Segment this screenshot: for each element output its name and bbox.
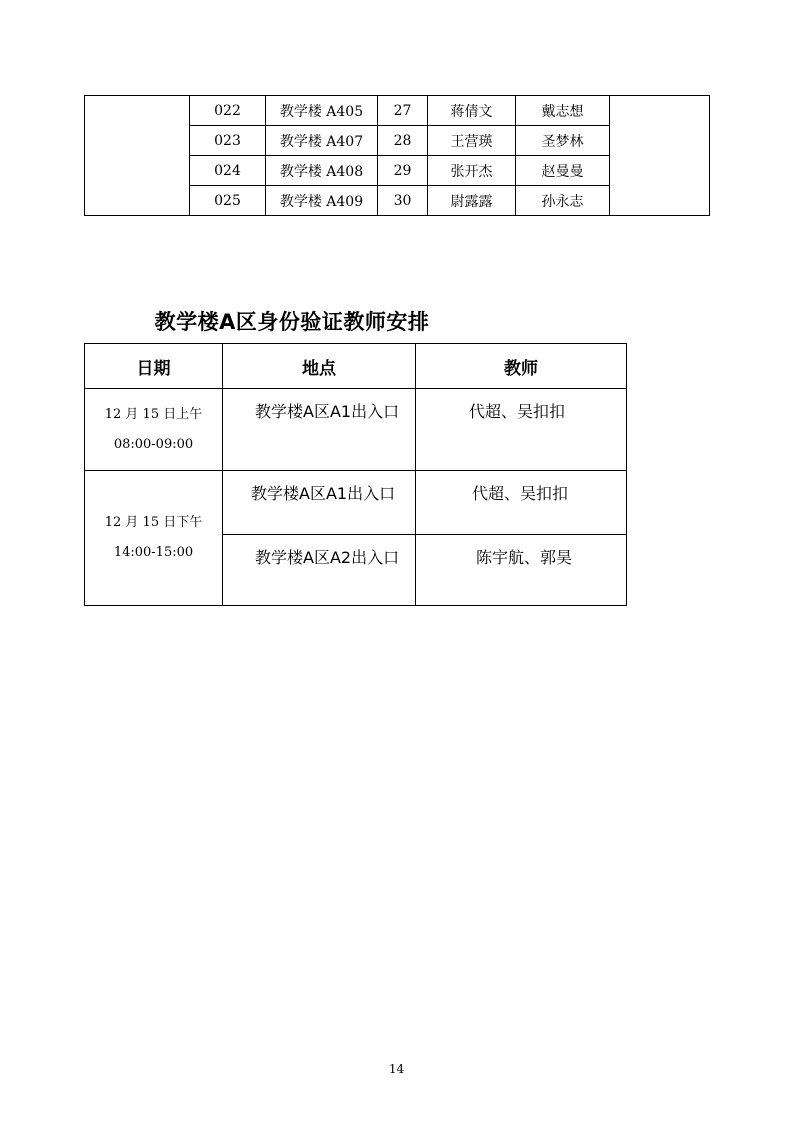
teacher-schedule-table bbox=[84, 343, 627, 606]
room-count: 27 bbox=[378, 96, 428, 126]
table-row bbox=[85, 389, 627, 471]
invigilator-1: 尉露露 bbox=[428, 186, 516, 216]
session-date-day: 12 月 15 日下午 bbox=[104, 515, 203, 530]
header-location: 地点 bbox=[223, 344, 416, 389]
session-date bbox=[85, 471, 223, 606]
room-location: 教学楼 A409 bbox=[266, 186, 378, 216]
invigilator-2: 孙永志 bbox=[516, 186, 610, 216]
session-date bbox=[85, 389, 223, 471]
session-date-time: 14:00-15:00 bbox=[113, 545, 194, 560]
session-location: 教学楼A区A1出入口 bbox=[223, 389, 416, 471]
room-number: 022 bbox=[190, 96, 266, 126]
page-number: 14 bbox=[388, 1062, 405, 1076]
session-date-time: 08:00-09:00 bbox=[113, 436, 194, 452]
room-location: 教学楼 A405 bbox=[266, 96, 378, 126]
room-count: 28 bbox=[378, 126, 428, 156]
session-teachers: 代超、吴扣扣 bbox=[416, 471, 627, 535]
header-date: 日期 bbox=[85, 344, 223, 389]
room-count: 30 bbox=[378, 186, 428, 216]
invigilator-1: 王营瑛 bbox=[428, 126, 516, 156]
room-number: 023 bbox=[190, 126, 266, 156]
room-count: 29 bbox=[378, 156, 428, 186]
room-location: 教学楼 A408 bbox=[266, 156, 378, 186]
room-number: 024 bbox=[190, 156, 266, 186]
invigilator-2: 戴志想 bbox=[516, 96, 610, 126]
invigilator-2: 赵曼曼 bbox=[516, 156, 610, 186]
session-date-day: 12 月 15 日上午 bbox=[104, 406, 203, 422]
invigilator-1: 张开杰 bbox=[428, 156, 516, 186]
session-teachers: 陈宇航、郭昊 bbox=[416, 535, 627, 606]
session-location: 教学楼A区A2出入口 bbox=[223, 535, 416, 606]
invigilator-1: 蒋倩文 bbox=[428, 96, 516, 126]
merged-blank-cell bbox=[610, 96, 710, 216]
merged-blank-cell bbox=[85, 96, 190, 216]
room-location: 教学楼 A407 bbox=[266, 126, 378, 156]
session-location: 教学楼A区A1出入口 bbox=[223, 471, 416, 535]
session-teachers: 代超、吴扣扣 bbox=[416, 389, 627, 471]
room-number: 025 bbox=[190, 186, 266, 216]
table-row bbox=[85, 96, 710, 126]
section-title: 教学楼A区身份验证教师安排 bbox=[154, 310, 430, 334]
invigilator-2: 圣梦林 bbox=[516, 126, 610, 156]
header-row bbox=[85, 344, 627, 389]
exam-room-table bbox=[84, 95, 710, 216]
table-row bbox=[85, 471, 627, 535]
header-teacher: 教师 bbox=[416, 344, 627, 389]
